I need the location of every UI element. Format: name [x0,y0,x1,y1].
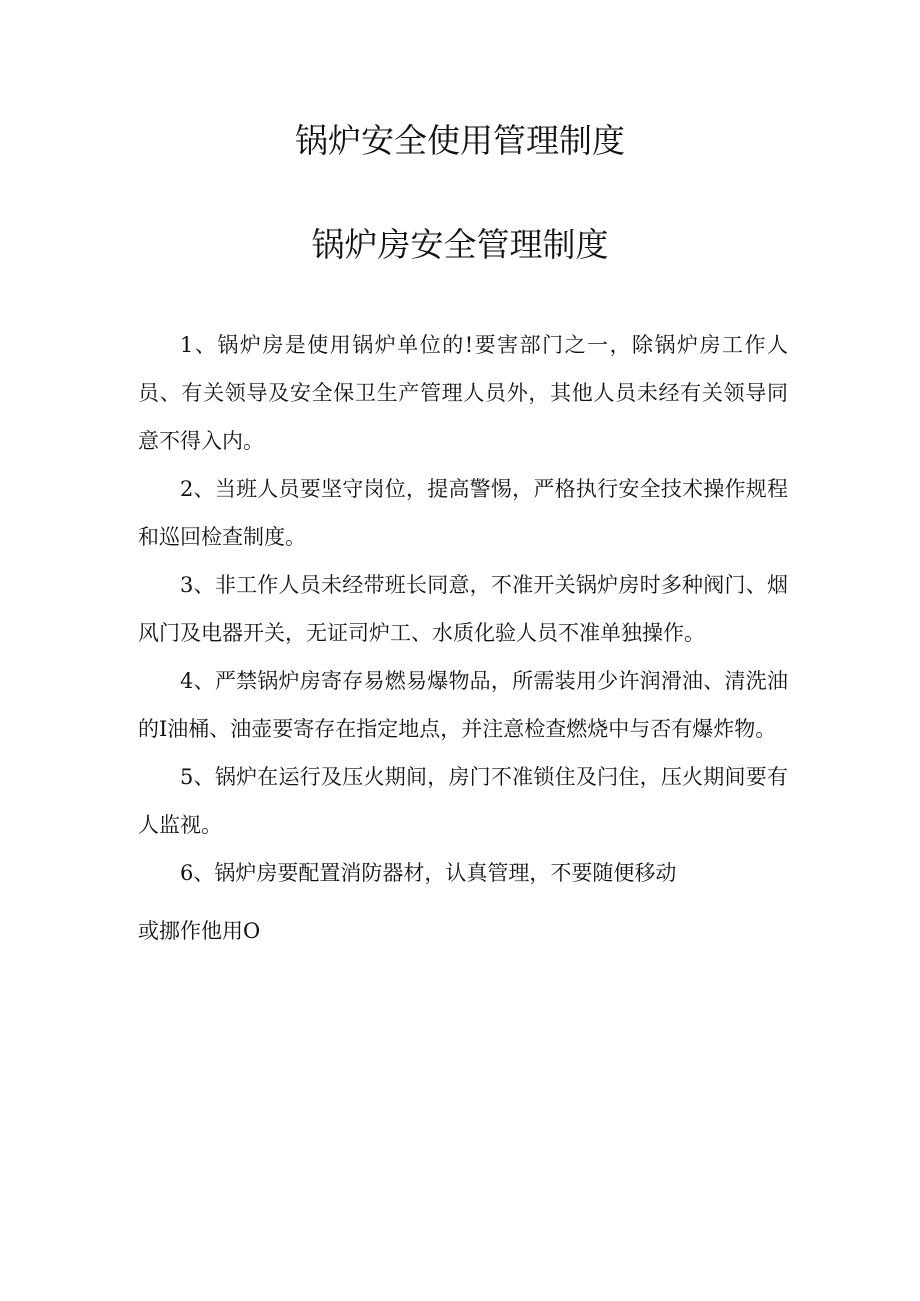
paragraph-2: 2、当班人员要坚守岗位，提高警惕，严格执行安全技术操作规程和巡回检查制度。 [138,477,788,549]
document-subtitle: 锅炉房安全管理制度 [311,225,609,264]
document-body [138,321,788,955]
paragraph-3: 3、非工作人员未经带班长同意，不准开关锅炉房时多种阀门、烟风门及电器开关，无证司炉工、水质化验人员不准单独操作。 [138,573,788,645]
paragraph-6-continuation: 或挪作他用O [138,919,261,943]
document-title: 锅炉安全使用管理制度 [295,121,625,160]
paragraph-6: 6、锅炉房要配置消防器材，认真管理，不要随便移动 [180,861,677,885]
paragraph-1: 1、锅炉房是使用锅炉单位的!要害部门之一，除锅炉房工作人员、有关领导及安全保卫生产管理人员外，其他人员未经有关领导同意不得入内。 [138,333,788,453]
paragraph-4: 4、严禁锅炉房寄存易燃易爆物品，所需装用少许润滑油、清洗油的I油桶、油壶要寄存在指定地点，并注意检查燃烧中与否有爆炸物。 [138,669,788,741]
paragraph-5: 5、锅炉在运行及压火期间，房门不准锁住及闩住，压火期间要有人监视。 [138,765,788,837]
